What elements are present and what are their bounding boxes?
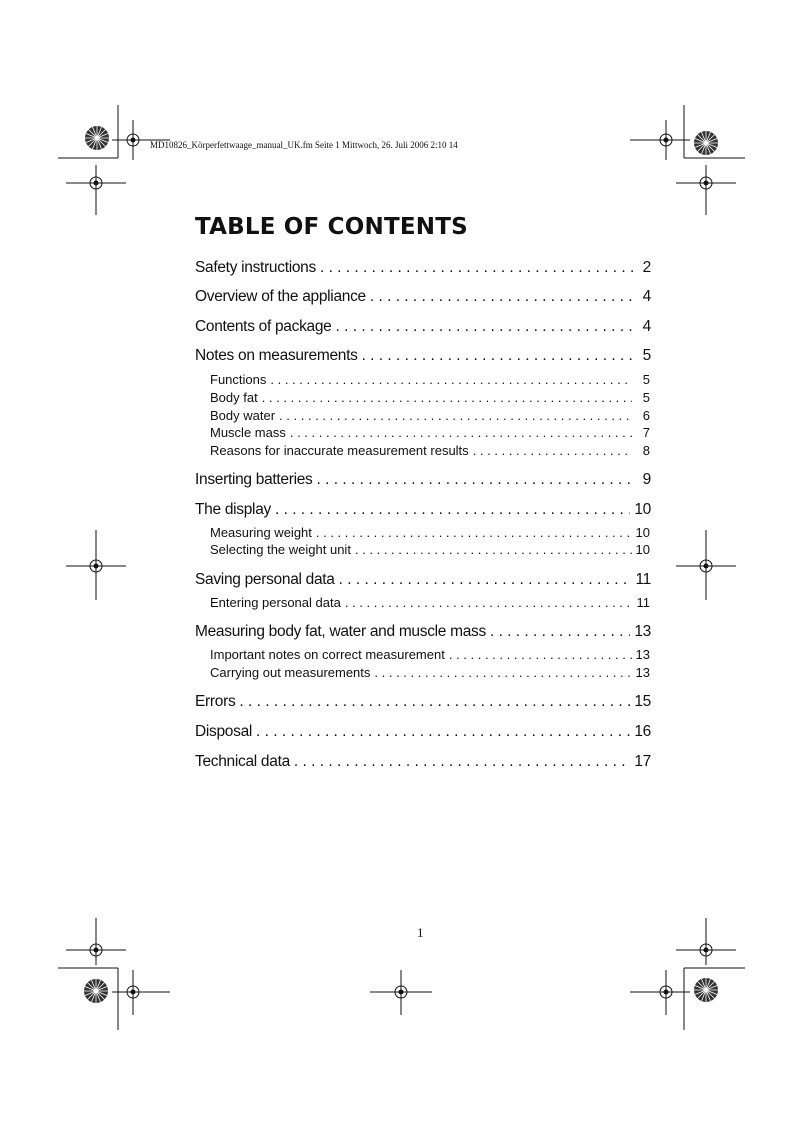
toc-entry[interactable] xyxy=(195,723,651,741)
toc-entry-label: Carrying out measurements xyxy=(210,665,371,680)
toc-entry-label: Functions xyxy=(210,372,267,387)
toc-entry-page: 15 xyxy=(634,693,651,710)
toc-entry-page: 10 xyxy=(635,525,650,540)
toc-leader-dots xyxy=(374,665,631,680)
toc-entry[interactable] xyxy=(195,501,651,519)
toc-entry-label: Overview of the appliance xyxy=(195,288,366,305)
toc-leader-dots xyxy=(345,595,632,610)
toc-entry[interactable] xyxy=(210,595,650,610)
print-header: MD10826_Körperfettwaage_manual_UK.fm Seite 1 Mittwoch, 26. Juli 2006 2:10 14 xyxy=(150,140,458,150)
toc-entry[interactable] xyxy=(195,693,651,711)
toc-leader-dots xyxy=(449,647,632,662)
mark-extension-lines xyxy=(66,120,736,1015)
toc-entry-page: 13 xyxy=(634,623,651,640)
toc-entry[interactable] xyxy=(210,665,650,680)
page-title: TABLE OF CONTENTS xyxy=(195,214,468,240)
toc-entry-label: Body fat xyxy=(210,390,258,405)
star-target-bottom-left xyxy=(84,979,108,1003)
toc-entry-label: Safety instructions xyxy=(195,259,316,276)
toc-entry-page: 9 xyxy=(642,471,651,488)
toc-entry[interactable] xyxy=(195,571,651,589)
star-target-top-left xyxy=(85,126,109,150)
toc-entry-label: Errors xyxy=(195,693,236,710)
toc-entry[interactable] xyxy=(210,390,650,405)
toc-leader-dots xyxy=(362,347,633,365)
toc-entry-page: 5 xyxy=(642,372,650,387)
toc-entry[interactable] xyxy=(210,425,650,440)
toc-entry-page: 16 xyxy=(634,723,651,740)
toc-entry[interactable] xyxy=(210,647,650,662)
toc-entry[interactable] xyxy=(210,408,650,423)
toc-entry[interactable] xyxy=(210,542,650,557)
toc-entry-page: 8 xyxy=(642,443,650,458)
toc-leader-dots xyxy=(355,542,632,557)
toc-entry-label: Muscle mass xyxy=(210,425,286,440)
toc-entry-label: Important notes on correct measurement xyxy=(210,647,445,662)
toc-entry-page: 4 xyxy=(642,318,651,335)
toc-entry-page: 17 xyxy=(634,753,651,770)
toc-entry-page: 4 xyxy=(642,288,651,305)
toc-entry[interactable] xyxy=(195,471,651,489)
toc-leader-dots xyxy=(239,693,630,711)
toc-leader-dots xyxy=(317,471,633,489)
toc-leader-dots xyxy=(339,571,632,589)
toc-entry-label: Disposal xyxy=(195,723,253,740)
toc-entry-page: 2 xyxy=(642,259,651,276)
crop-marks xyxy=(58,105,745,1030)
toc-entry-page: 13 xyxy=(635,665,650,680)
toc-leader-dots xyxy=(473,443,632,458)
toc-entry-label: Selecting the weight unit xyxy=(210,542,351,557)
toc-entry-page: 10 xyxy=(635,542,650,557)
toc-leader-dots xyxy=(270,372,632,387)
toc-entry[interactable] xyxy=(210,372,650,387)
toc-entry[interactable] xyxy=(195,318,651,336)
toc-entry-label: The display xyxy=(195,501,271,518)
toc-entry-page: 6 xyxy=(642,408,650,423)
toc-entry-label: Notes on measurements xyxy=(195,347,358,364)
toc-leader-dots xyxy=(320,259,633,277)
toc-entry-label: Body water xyxy=(210,408,276,423)
toc-entry[interactable] xyxy=(195,259,651,277)
toc-entry-page: 11 xyxy=(636,595,650,610)
toc-entry[interactable] xyxy=(195,288,651,306)
toc-entry-label: Saving personal data xyxy=(195,571,335,588)
toc-leader-dots xyxy=(294,753,630,771)
toc-leader-dots xyxy=(290,425,632,440)
toc-entry-page: 13 xyxy=(635,647,650,662)
toc-entry[interactable] xyxy=(195,347,651,365)
toc-entry-label: Inserting batteries xyxy=(195,471,313,488)
toc-entry-label: Measuring body fat, water and muscle mass xyxy=(195,623,486,640)
toc-entry-page: 5 xyxy=(642,347,651,364)
page-number: 1 xyxy=(417,925,424,940)
toc-leader-dots xyxy=(490,623,630,641)
toc-leader-dots xyxy=(275,501,630,519)
toc-entry[interactable] xyxy=(195,753,651,771)
toc-entry-page: 5 xyxy=(642,390,650,405)
toc-leader-dots xyxy=(370,288,633,306)
toc-entry-label: Entering personal data xyxy=(210,595,341,610)
toc-entry[interactable] xyxy=(210,443,650,458)
toc-entry-label: Reasons for inaccurate measurement results xyxy=(210,443,469,458)
toc-leader-dots xyxy=(335,318,633,336)
star-target-bottom-right xyxy=(694,978,718,1002)
toc-entry-page: 7 xyxy=(642,425,650,440)
toc-entry-label: Contents of package xyxy=(195,318,332,335)
toc-entry[interactable] xyxy=(195,623,651,641)
star-target-top-right xyxy=(694,131,718,155)
toc-entry-label: Measuring weight xyxy=(210,525,312,540)
toc-entry-page: 10 xyxy=(634,501,651,518)
toc-entry-label: Technical data xyxy=(195,753,290,770)
toc-entry[interactable] xyxy=(210,525,650,540)
toc-leader-dots xyxy=(316,525,632,540)
toc-leader-dots xyxy=(279,408,632,423)
toc-leader-dots xyxy=(256,723,630,741)
toc-leader-dots xyxy=(262,390,632,405)
toc-entry-page: 11 xyxy=(635,571,651,588)
